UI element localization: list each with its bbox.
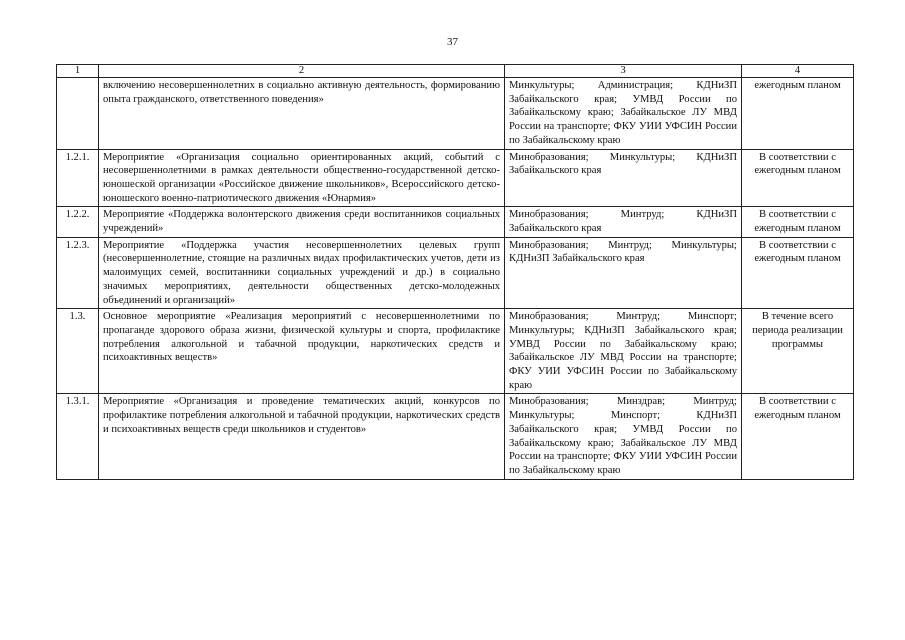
row-number-cell: 1.2.1. bbox=[57, 149, 99, 207]
row-number-cell: 1.3.1. bbox=[57, 394, 99, 479]
term-cell: В соответствии с ежегодным планом bbox=[742, 394, 854, 479]
table-row bbox=[57, 149, 854, 207]
table-row bbox=[57, 394, 854, 479]
column-header-2: 2 bbox=[99, 65, 505, 78]
table-row bbox=[57, 78, 854, 150]
term-cell: В соответствии с ежегодным планом bbox=[742, 237, 854, 309]
activity-name-cell: Мероприятие «Поддержка участия несовершеннолетних целевых групп (несовершеннолетние, стоящие на различных видах профилактических учетов, дети из малоимущих семей, воспитанники социальных учреждений и др.) в социально значимых мероприятиях, деятельности общественных детско-молодежных объединений и организаций» bbox=[99, 237, 505, 309]
table-header-row bbox=[57, 65, 854, 78]
table-row bbox=[57, 207, 854, 237]
term-cell: ежегодным планом bbox=[742, 78, 854, 150]
term-cell: В соответствии с ежегодным планом bbox=[742, 207, 854, 237]
executors-cell: Минобразования; Минздрав; Минтруд; Минкультуры; Минспорт; КДНиЗП Забайкальского края; УМВД России по Забайкальскому краю; Забайкальское ЛУ МВД России на транспорте; ФКУ УИИ УФСИН России по Забайкальскому краю bbox=[505, 394, 742, 479]
executors-cell: Минкультуры; Администрация; КДНиЗП Забайкальского края; УМВД России по Забайкальскому краю; Забайкальское ЛУ МВД России на транспорте; ФКУ УИИ УФСИН России по Забайкальскому краю bbox=[505, 78, 742, 150]
executors-cell: Минобразования; Минтруд; Минкультуры; КДНиЗП Забайкальского края bbox=[505, 237, 742, 309]
column-header-4: 4 bbox=[742, 65, 854, 78]
executors-cell: Минобразования; Минтруд; КДНиЗП Забайкальского края bbox=[505, 207, 742, 237]
row-number-cell bbox=[57, 78, 99, 150]
table-row bbox=[57, 309, 854, 394]
executors-cell: Минобразования; Минтруд; Минспорт; Минкультуры; КДНиЗП Забайкальского края; УМВД России по Забайкальскому краю; Забайкальское ЛУ МВД России на транспорте; ФКУ УИИ УФСИН России по Забайкальскому краю bbox=[505, 309, 742, 394]
term-cell: В течение всего периода реализации программы bbox=[742, 309, 854, 394]
column-header-1: 1 bbox=[57, 65, 99, 78]
page-number: 37 bbox=[447, 36, 458, 48]
table-row bbox=[57, 237, 854, 309]
activity-name-cell: Мероприятие «Организация социально ориентированных акций, событий с несовершеннолетними в рамках деятельности общественно-государственной детско-юношеской организации «Российское движение школьников», Всероссийского детско-юношеского военно-патриотического движения «Юнармия» bbox=[99, 149, 505, 207]
row-number-cell: 1.3. bbox=[57, 309, 99, 394]
activities-table bbox=[56, 64, 854, 480]
activity-name-cell: Мероприятие «Организация и проведение тематических акций, конкурсов по профилактике потребления алкогольной и табачной продукции, наркотических средств и психоактивных веществ среди школьников и студентов» bbox=[99, 394, 505, 479]
column-header-3: 3 bbox=[505, 65, 742, 78]
term-cell: В соответствии с ежегодным планом bbox=[742, 149, 854, 207]
activity-name-cell: Мероприятие «Поддержка волонтерского движения среди воспитанников социальных учреждений» bbox=[99, 207, 505, 237]
row-number-cell: 1.2.3. bbox=[57, 237, 99, 309]
activity-name-cell: Основное мероприятие «Реализация мероприятий с несовершеннолетними по пропаганде здорового образа жизни, физической культуры и спорта, профилактике потребления алкогольной и табачной продукции, наркотических средств и психоактивных веществ» bbox=[99, 309, 505, 394]
executors-cell: Минобразования; Минкультуры; КДНиЗП Забайкальского края bbox=[505, 149, 742, 207]
activity-name-cell: включению несовершеннолетних в социально активную деятельность, формированию опыта гражданского, ответственного поведения» bbox=[99, 78, 505, 150]
row-number-cell: 1.2.2. bbox=[57, 207, 99, 237]
